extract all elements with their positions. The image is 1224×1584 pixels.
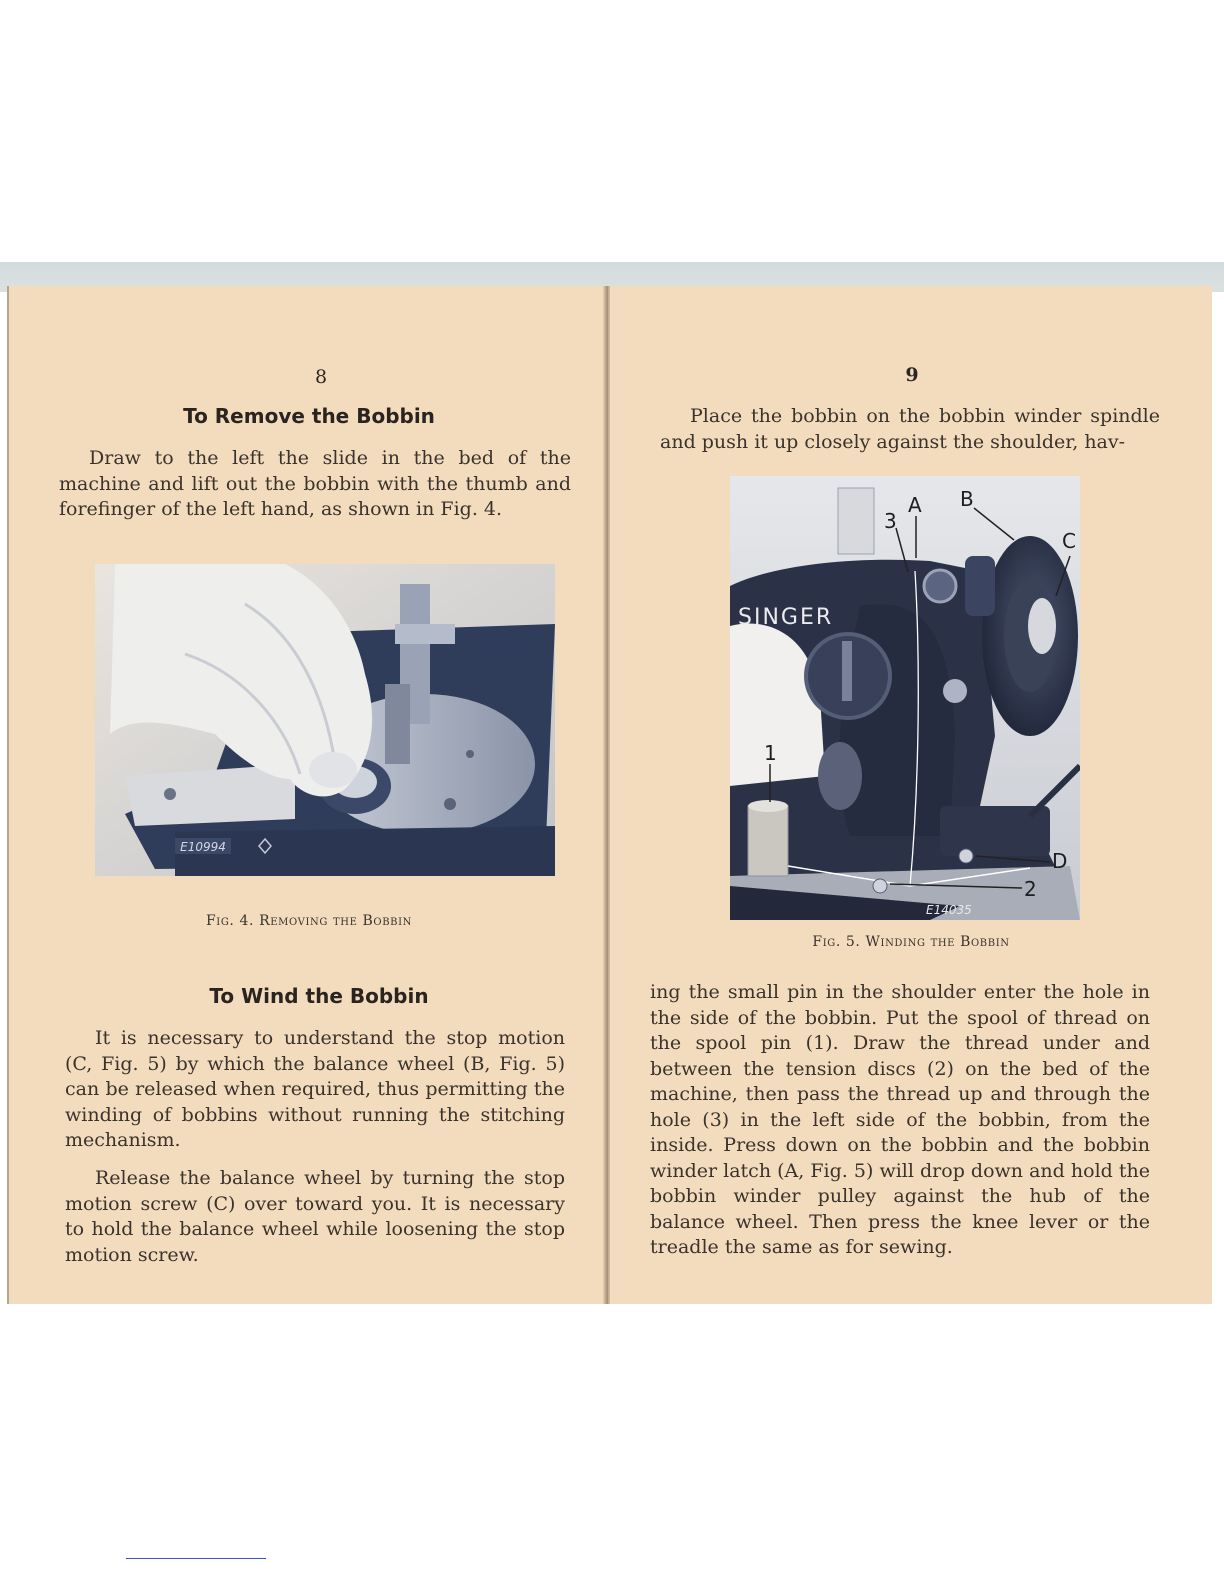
figure-5-winding-bobbin (730, 476, 1080, 920)
figure-5-label-d: D (1052, 849, 1068, 873)
figure-5-label-a: A (908, 493, 922, 517)
figure-4-removing-bobbin (95, 564, 555, 876)
section-heading-wind-bobbin: To Wind the Bobbin (209, 984, 429, 1008)
figure-5-photo (730, 476, 1080, 920)
page-number: 9 (905, 364, 919, 386)
figure-5-stamp: E14035 (926, 903, 972, 917)
figure-4-caption: Fig. 4. Removing the Bobbin (205, 913, 413, 929)
figure-5-brand: SINGER (738, 605, 834, 630)
paragraph-threading-bobbin: ing the small pin in the shoulder enter the hole in the side of the bobbin. Put the spool of thread on the spool pin (1). Draw the thread under and between the tension discs (2) on the bed of the machine, then pass the thread up and through the hole (3) in the left side of the bobbin, from the inside. Press down on the bobbin and the bobbin winder latch (A, Fig. 5) will drop down and hold the bobbin winder pulley against the hub of the balance wheel. Then press the knee lever or the treadle the same as for sewing. (650, 981, 1150, 1258)
footer-rule (126, 1558, 266, 1559)
figure-5-label-c: C (1062, 529, 1076, 553)
page-number: 8 (314, 366, 328, 388)
figure-5-label-2: 2 (1024, 877, 1037, 901)
paragraph-stop-motion: It is necessary to understand the stop motion (C, Fig. 5) by which the balance wheel (B, Fig. 5) can be released when required, thus permitting the winding of bobbins without running the stitching mechanism. (65, 1027, 565, 1151)
paragraph-remove-bobbin: Draw to the left the slide in the bed of the machine and lift out the bobbin with the thumb and forefinger of the left hand, as shown in Fig. 4. (59, 447, 571, 520)
left-page (7, 286, 609, 1304)
figure-5-label-3: 3 (884, 509, 897, 533)
figure-5-label-b: B (960, 487, 974, 511)
paragraph-release-balance-wheel: Release the balance wheel by turning the stop motion screw (C) over toward you. It is necessary to hold the balance wheel while loosening the stop motion screw. (65, 1167, 565, 1266)
figure-5-label-1: 1 (764, 741, 777, 765)
right-page (610, 286, 1212, 1304)
figure-5-caption: Fig. 5. Winding the Bobbin (812, 934, 1010, 950)
section-heading-remove-bobbin: To Remove the Bobbin (183, 404, 435, 428)
paragraph-place-bobbin: Place the bobbin on the bobbin winder spindle and push it up closely against the shoulder, hav- (660, 405, 1160, 453)
figure-4-stamp: E10994 (180, 840, 226, 854)
figure-4-photo (95, 564, 555, 876)
